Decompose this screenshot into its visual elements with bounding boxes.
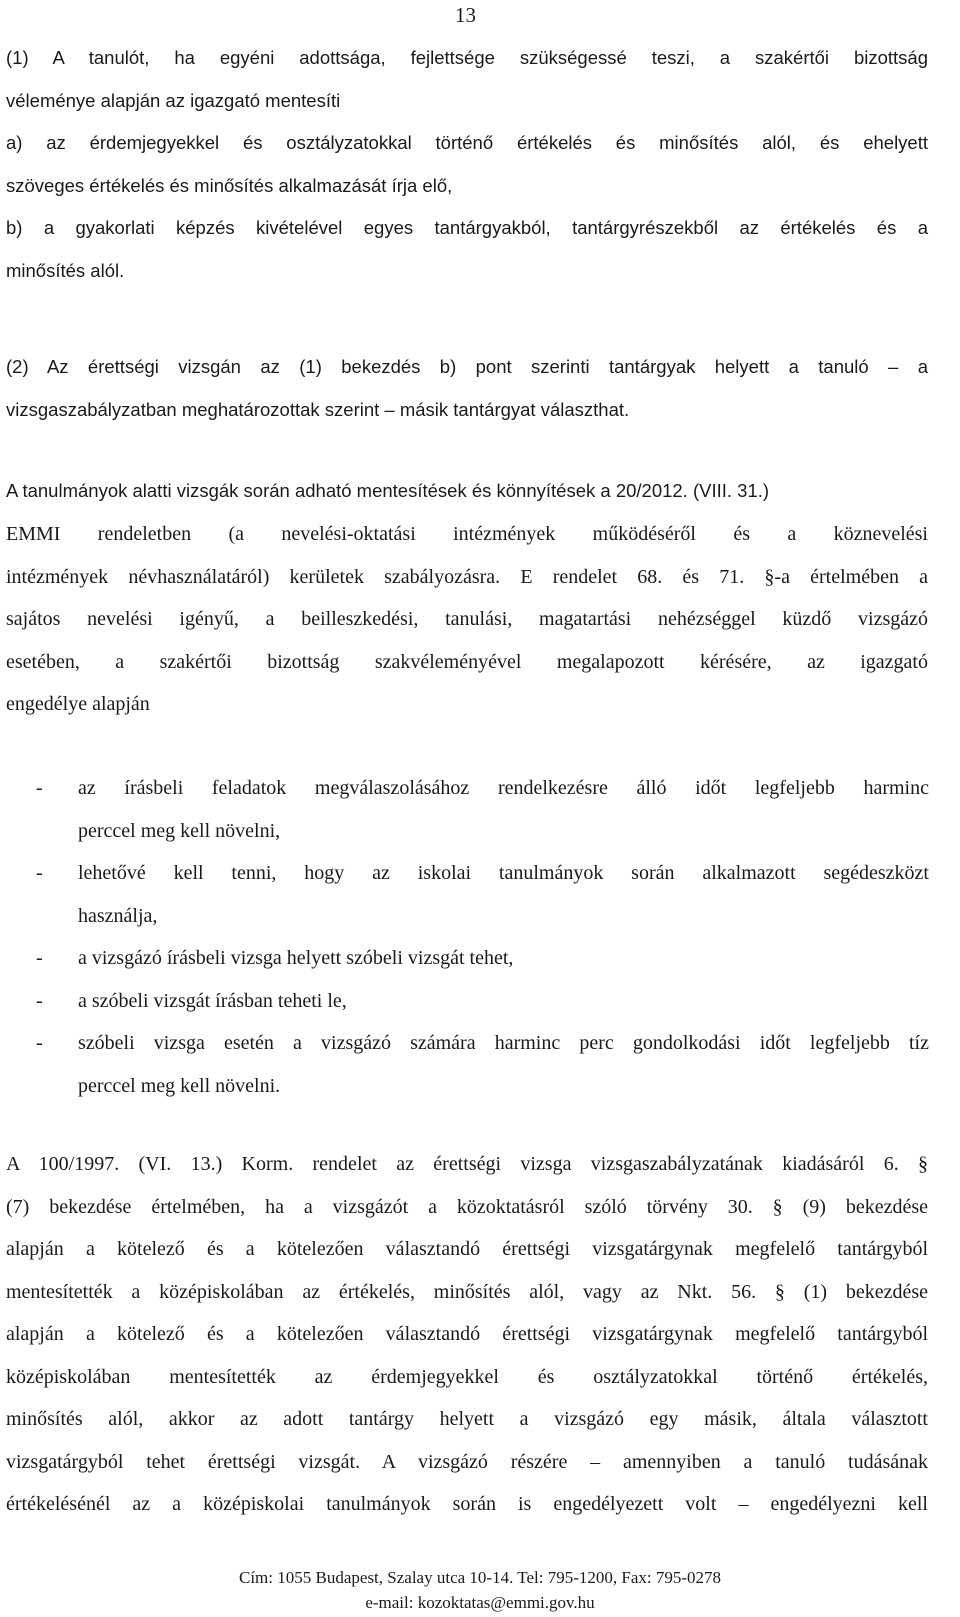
text-line: (7) bekezdése értelmében, ha a vizsgázót a közoktatásról szóló törvény 30. § (9) bekezdése — [6, 1195, 928, 1218]
paragraph-exemption-rules — [6, 37, 928, 292]
text-line: alapján a kötelező és a kötelezően választandó érettségi vizsgatárgynak megfelelő tantárgyból — [6, 1238, 928, 1260]
list-item — [36, 810, 929, 853]
text-line: esetében, a szakértői bizottság szakvéleményével megalapozott kérésére, az igazgató — [6, 650, 928, 673]
text-line: alapján a kötelező és a kötelezően választandó érettségi vizsgatárgynak megfelelő tantárgyból — [6, 1323, 928, 1345]
list-item — [36, 980, 929, 1023]
text-line: b) a gyakorlati képzés kivételével egyes tantárgyakból, tantárgyrészekből az értékelés és a — [6, 217, 928, 238]
text-line: szóbeli vizsga esetén a vizsgázó számára harminc perc gondolkodási időt legfeljebb tíz — [78, 1032, 929, 1054]
text-line: perccel meg kell növelni. — [78, 1074, 281, 1097]
footer-email: e-mail: kozoktatas@emmi.gov.hu — [365, 1593, 595, 1612]
text-line: véleménye alapján az igazgató mentesíti — [6, 89, 341, 111]
text-line: használja, — [78, 904, 158, 927]
text-line: az írásbeli feladatok megválaszolásához rendelkezésre álló időt legfeljebb harminc — [78, 777, 929, 799]
paragraph-exam-relief — [6, 470, 928, 513]
list-item — [36, 895, 929, 938]
text-line: minősítés alól, akkor az adott tantárgy helyett a vizsgázó egy másik, általa választott — [6, 1408, 928, 1430]
list-item — [36, 852, 929, 895]
text-line: értékelésénél az a középiskolai tanulmányok során is engedélyezett volt – engedélyezni kell — [6, 1493, 928, 1515]
text-line: (1) A tanulót, ha egyéni adottsága, fejlettsége szükségessé teszi, a szakértői bizottság — [6, 47, 928, 68]
list-item — [36, 767, 929, 810]
paragraph-exam-relief-continued — [6, 513, 928, 726]
text-line: A 100/1997. (VI. 13.) Korm. rendelet az érettségi vizsga vizsgaszabályzatának kiadásáról 6. § — [6, 1153, 928, 1175]
text-line: EMMI rendeletben (a nevelési-oktatási intézmények működéséről és a köznevelési — [6, 523, 928, 545]
paragraph-matura-exam — [6, 346, 928, 431]
dash-bullet: - — [36, 947, 43, 969]
dash-bullet: - — [36, 862, 43, 884]
text-line: vizsgatárgyból tehet érettségi vizsgát. A vizsgázó részére – amennyiben a tanuló tudásának — [6, 1450, 928, 1473]
text-line: minősítés alól. — [6, 259, 125, 281]
text-line: sajátos nevelési igényű, a beilleszkedési, tanulási, magatartási nehézséggel küzdő vizsgázó — [6, 608, 928, 630]
text-line: engedélye alapján — [6, 693, 150, 715]
page-number: 13 — [455, 3, 476, 27]
dash-bullet: - — [36, 777, 43, 799]
paragraph-government-decree — [6, 1143, 928, 1526]
dash-bullet: - — [36, 1032, 43, 1054]
footer-address: Cím: 1055 Budapest, Szalay utca 10-14. Tel: 795-1200, Fax: 795-0278 — [239, 1568, 721, 1587]
dash-bullet: - — [36, 989, 43, 1012]
relief-list — [36, 767, 929, 1107]
text-line: középiskolában mentesítették az érdemjegyekkel és osztályzatokkal történő értékelés, — [6, 1365, 928, 1388]
text-line: szöveges értékelés és minősítés alkalmazását írja elő, — [6, 174, 453, 196]
text-line: mentesítették a középiskolában az értékelés, minősítés alól, vagy az Nkt. 56. § (1) bekezdése — [6, 1280, 928, 1303]
text-line: lehetővé kell tenni, hogy az iskolai tanulmányok során alkalmazott segédeszközt — [78, 862, 929, 884]
list-item — [36, 1065, 929, 1108]
list-item — [36, 1022, 929, 1065]
text-line: a vizsgázó írásbeli vizsga helyett szóbeli vizsgát tehet, — [78, 947, 514, 969]
text-line: (2) Az érettségi vizsgán az (1) bekezdés b) pont szerinti tantárgyak helyett a tanuló – a — [6, 356, 928, 377]
text-line: a szóbeli vizsgát írásban teheti le, — [78, 989, 347, 1012]
list-item — [36, 937, 929, 980]
text-line: A tanulmányok alatti vizsgák során adható mentesítések és könnyítések a 20/2012. (VIII. 31.) — [6, 480, 770, 501]
text-line: perccel meg kell növelni, — [78, 819, 281, 842]
text-line: intézmények névhasználatáról) kerületek szabályozásra. E rendelet 68. és 71. §-a értelmében a — [6, 565, 928, 588]
text-line: vizsgaszabályzatban meghatározottak szerint – másik tantárgyat választhat. — [6, 398, 630, 420]
text-line: a) az érdemjegyekkel és osztályzatokkal történő értékelés és minősítés alól, és ehelyett — [6, 132, 928, 153]
